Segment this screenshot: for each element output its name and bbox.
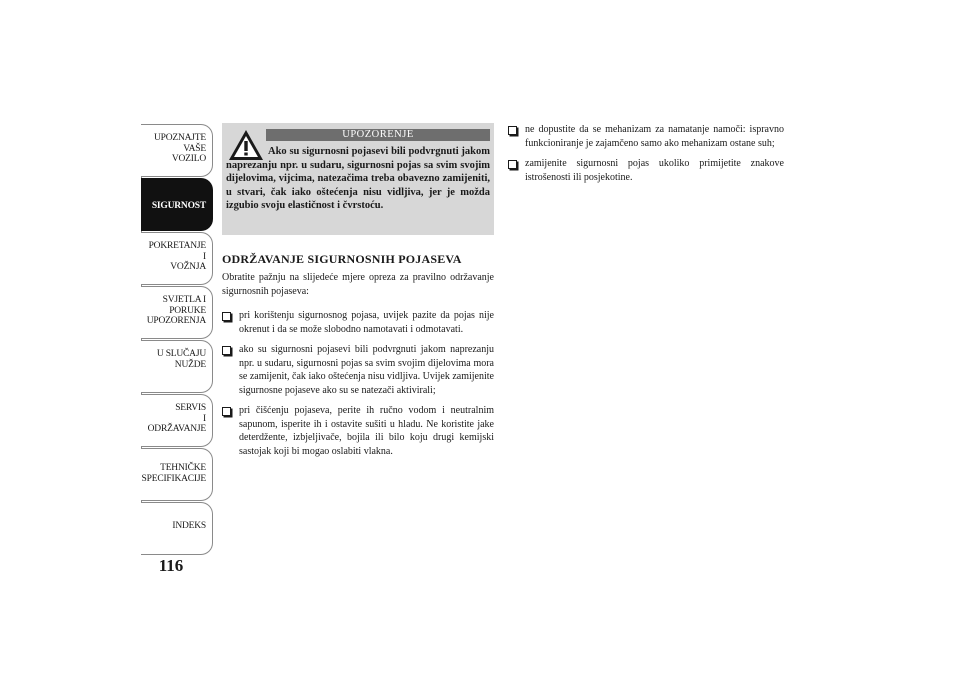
- bullet-box-icon: [222, 407, 231, 416]
- tab-indeks[interactable]: [141, 502, 213, 555]
- list-item: [508, 123, 784, 150]
- list-item: [222, 309, 494, 336]
- tab-nuzde[interactable]: [141, 340, 213, 393]
- tab-label: UPOZNAJTE VAŠE VOZILO: [153, 133, 206, 164]
- list-item: [222, 343, 494, 397]
- tab-label: INDEKS: [172, 521, 206, 531]
- list-item-text: pri čišćenju pojaseva, perite ih ručno vodom i neutralnim sapunom, isperite ih i ostavite sušiti u hladu. Ne koristite jake deterdžente, izbjeljivače, bojila ili bilo koju drugi kemijski sastojak koji bi mogao oslabiti vlakna.: [239, 405, 494, 457]
- list-item-text: ne dopustite da se mehanizam za namatanje namoči: ispravno funkcioniranje je zajamčeno samo ako mehanizam ostane suh;: [525, 124, 784, 149]
- bullet-box-icon: [508, 160, 517, 169]
- tab-label: SERVIS I ODRŽAVANJE: [147, 403, 206, 434]
- list-item: [222, 404, 494, 458]
- warning-text: Ako su sigurnosni pojasevi bili podvrgnuti jakom naprezanju npr. u sudaru, sigurnosni pojas sa svim svojim dijelovima, vijcima, natezačima treba obavezno zamijeniti, u stvari, čak iako oštećenja nisu vidljiva, jer je možda izgubio svoju elastičnost i čvrstoću.: [226, 146, 490, 211]
- chapter-tabs: [141, 124, 213, 556]
- list-item: [508, 157, 784, 184]
- tab-label: TEHNIČKE SPECIFIKACIJE: [141, 463, 206, 484]
- tab-servis[interactable]: [141, 394, 213, 447]
- tab-pokretanje[interactable]: [141, 232, 213, 285]
- tab-label: SIGURNOST: [151, 201, 206, 211]
- section-intro: Obratite pažnju na slijedeće mjere opreza za pravilno održavanje sigurnosnih pojaseva:: [222, 272, 494, 297]
- list-item-text: zamijenite sigurnosni pojas ukoliko primijetite znakove istrošenosti ili posjekotine.: [525, 158, 784, 183]
- tab-svjetla[interactable]: [141, 286, 213, 339]
- tab-label: SVJETLA I PORUKE UPOZORENJA: [146, 295, 206, 326]
- tab-sigurnost[interactable]: [141, 178, 213, 231]
- tab-label: POKRETANJE I VOŽNJA: [148, 241, 206, 272]
- bullet-box-icon: [508, 126, 517, 135]
- section-title: ODRŽAVANJE SIGURNOSNIH POJASEVA: [222, 252, 462, 266]
- bullet-list-right: [508, 123, 784, 191]
- page-number: 116: [158, 556, 184, 575]
- list-item-text: ako su sigurnosni pojasevi bili podvrgnuti jakom naprezanju npr. u sudaru, sigurnosni pojas sa svim svojim dijelovima mora se zamijenit, čak iako oštećenja nisu vidljiva. Uvijek zamijenite sigurnosne pojaseve ako su se natezači aktivirali;: [239, 344, 494, 396]
- list-item-text: pri korištenju sigurnosnog pojasa, uvijek pazite da pojas nije okrenut i da se može slobodno namotavati i odmotavati.: [239, 310, 494, 335]
- warning-title: UPOZORENJE: [266, 129, 490, 141]
- tab-tehnicke[interactable]: [141, 448, 213, 501]
- bullet-box-icon: [222, 346, 231, 355]
- warning-box: [222, 123, 494, 235]
- tab-label: U SLUČAJU NUŽDE: [156, 349, 206, 370]
- bullet-box-icon: [222, 312, 231, 321]
- tab-upoznajte[interactable]: [141, 124, 213, 177]
- bullet-list-left: [222, 309, 494, 465]
